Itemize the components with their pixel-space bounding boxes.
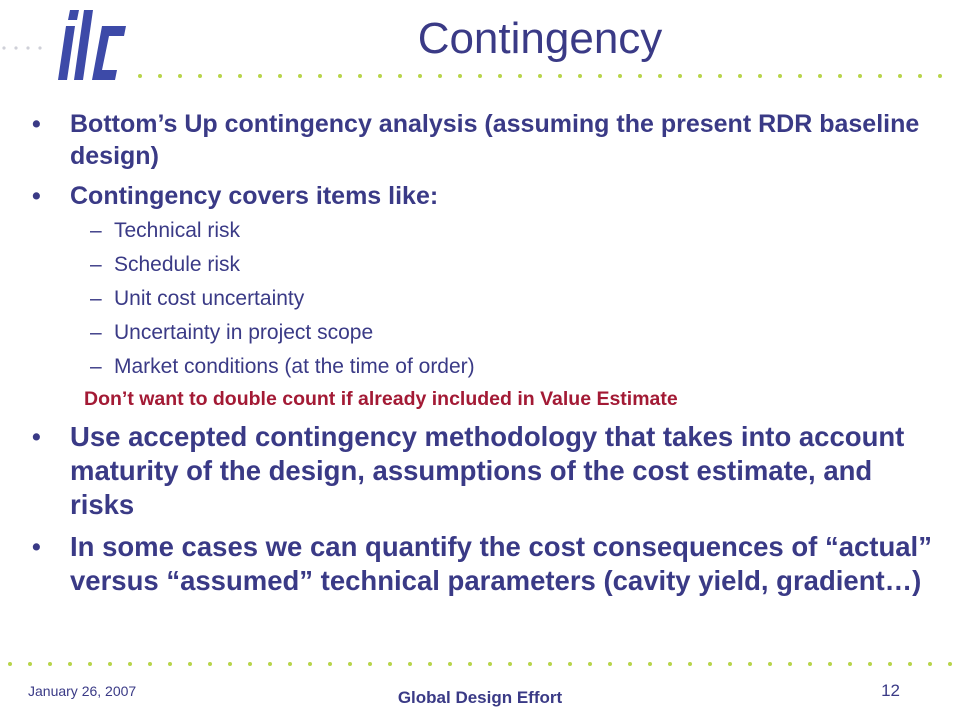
sub-item	[30, 282, 940, 316]
sub-item-text: Technical risk	[114, 219, 241, 242]
footer-organization: Global Design Effort	[397, 688, 563, 707]
dash-symbol: –	[90, 253, 102, 276]
logo-dotted-accent	[0, 44, 60, 52]
sub-item	[30, 350, 940, 384]
bullet-item	[30, 420, 940, 522]
sub-item-text: Schedule risk	[114, 253, 241, 276]
bottom-dotted-divider	[0, 660, 960, 668]
sub-item-text: Uncertainty in project scope	[114, 321, 374, 344]
sub-item	[30, 316, 940, 350]
dash-symbol: –	[90, 219, 102, 242]
sub-item	[30, 248, 940, 282]
bullet-item	[30, 530, 940, 598]
bullet-item	[30, 108, 940, 172]
bullet-text: Contingency covers items like:	[70, 182, 439, 210]
warning-note: Don’t want to double count if already included in Value Estimate	[84, 388, 678, 410]
dash-symbol: –	[90, 287, 102, 310]
bullet-item	[30, 180, 940, 212]
bullet-text: Use accepted contingency methodology that takes into account maturity of the design, assumptions of the cost estimate, and risks	[70, 421, 905, 520]
top-dotted-divider	[0, 72, 960, 80]
bullet-symbol: •	[32, 533, 41, 561]
dash-symbol: –	[90, 355, 102, 378]
bullet-symbol: •	[32, 182, 41, 210]
bullet-symbol: •	[32, 110, 41, 138]
slide-body	[30, 108, 940, 606]
dash-symbol: –	[90, 321, 102, 344]
slide-title: Contingency	[417, 14, 663, 63]
sub-item	[30, 214, 940, 248]
sub-item-text: Unit cost uncertainty	[114, 287, 305, 310]
bullet-symbol: •	[32, 423, 41, 451]
footer-date: January 26, 2007	[28, 683, 137, 699]
page-number: 12	[881, 681, 900, 700]
bullet-text: Bottom’s Up contingency analysis (assuming the present RDR baseline design)	[70, 110, 920, 170]
sub-item-text: Market conditions (at the time of order)	[114, 355, 475, 378]
bullet-text: In some cases we can quantify the cost consequences of “actual” versus “assumed” technical parameters (cavity yield, gradient…)	[70, 531, 932, 596]
